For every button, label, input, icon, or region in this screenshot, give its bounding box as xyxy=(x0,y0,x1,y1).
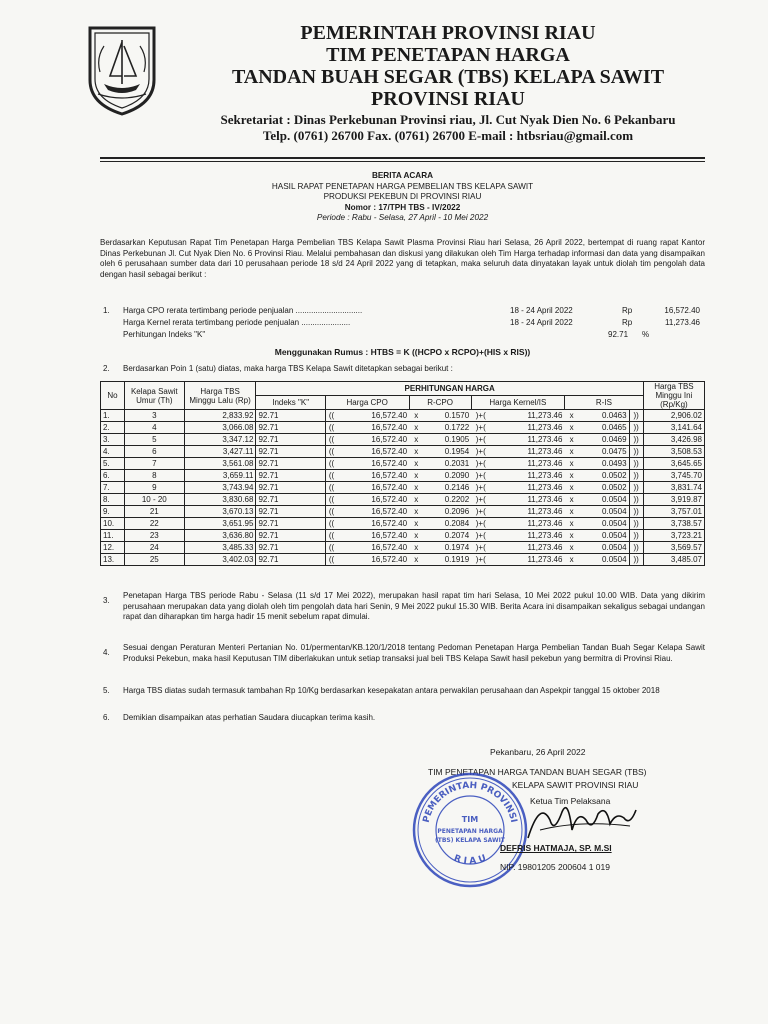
table-row xyxy=(101,518,705,530)
cell-umur: 6 xyxy=(124,446,184,458)
cell-times: x xyxy=(409,482,423,494)
cell-r-is: 0.0465 xyxy=(579,422,629,434)
cpo-currency: Rp xyxy=(622,306,633,315)
cell-harga-ini: 3,831.74 xyxy=(643,482,704,494)
cell-r-is: 0.0504 xyxy=(579,554,629,566)
cell-plus: )+( xyxy=(471,422,490,434)
cell-paren-open: (( xyxy=(325,494,337,506)
cell-plus: )+( xyxy=(471,554,490,566)
cell-harga-cpo: 16,572.40 xyxy=(337,410,409,422)
point-6-text: Demikian disampaikan atas perhatian Saudara diucapkan terima kasih. xyxy=(123,713,376,722)
cell-harga-ini: 3,426.98 xyxy=(643,434,704,446)
cell-harga-cpo: 16,572.40 xyxy=(337,422,409,434)
cell-r-is: 0.0504 xyxy=(579,542,629,554)
cell-no: 12. xyxy=(101,542,125,554)
cell-r-cpo: 0.2202 xyxy=(423,494,471,506)
cell-paren-open: (( xyxy=(325,446,337,458)
table-row xyxy=(101,470,705,482)
cell-harga-cpo: 16,572.40 xyxy=(337,542,409,554)
cell-indeks-k: 92.71 xyxy=(256,422,325,434)
cell-times: x xyxy=(409,506,423,518)
cell-harga-lalu: 3,347.12 xyxy=(184,434,256,446)
point-3-number: 3. xyxy=(103,596,110,605)
table-row xyxy=(101,482,705,494)
cell-harga-cpo: 16,572.40 xyxy=(337,470,409,482)
cell-r-is: 0.0504 xyxy=(579,518,629,530)
cell-paren-open: (( xyxy=(325,410,337,422)
table-row xyxy=(101,458,705,470)
contact-line: Telp. (0761) 26700 Fax. (0761) 26700 E-mail : htbsriau@gmail.com xyxy=(262,128,634,143)
secretariat-address: Sekretariat : Dinas Perkebunan Provinsi riau, Jl. Cut Nyak Dien No. 6 Pekanbaru xyxy=(220,112,676,127)
cell-plus: )+( xyxy=(471,530,490,542)
cell-indeks-k: 92.71 xyxy=(256,554,325,566)
cell-indeks-k: 92.71 xyxy=(256,482,325,494)
cell-plus: )+( xyxy=(471,458,490,470)
cell-r-cpo: 0.2090 xyxy=(423,470,471,482)
cell-harga-kernel: 11,273.46 xyxy=(490,542,564,554)
cell-times: x xyxy=(564,494,578,506)
cell-no: 11. xyxy=(101,530,125,542)
cell-r-cpo: 0.1919 xyxy=(423,554,471,566)
cell-r-cpo: 0.2084 xyxy=(423,518,471,530)
cell-harga-kernel: 11,273.46 xyxy=(490,410,564,422)
cell-paren-close: )) xyxy=(629,470,643,482)
point-2-text: Berdasarkan Poin 1 (satu) diatas, maka harga TBS Kelapa Sawit ditetapkan sebagai berikut : xyxy=(123,364,453,373)
cell-plus: )+( xyxy=(471,434,490,446)
title-berita-acara: BERITA ACARA xyxy=(371,171,434,180)
cell-umur: 3 xyxy=(124,410,184,422)
cell-r-is: 0.0475 xyxy=(579,446,629,458)
table-header-row xyxy=(101,382,705,396)
table-row xyxy=(101,446,705,458)
cell-harga-cpo: 16,572.40 xyxy=(337,434,409,446)
cell-harga-kernel: 11,273.46 xyxy=(490,506,564,518)
index-k-unit: % xyxy=(642,330,650,339)
cell-times: x xyxy=(564,470,578,482)
cell-r-is: 0.0469 xyxy=(579,434,629,446)
cell-times: x xyxy=(564,554,578,566)
cell-harga-ini: 3,645.65 xyxy=(643,458,704,470)
header-umur: Kelapa Sawit Umur (Th) xyxy=(124,382,184,410)
signature-place-date: Pekanbaru, 26 April 2022 xyxy=(490,747,586,757)
cell-paren-close: )) xyxy=(629,446,643,458)
cell-plus: )+( xyxy=(471,482,490,494)
cell-indeks-k: 92.71 xyxy=(256,434,325,446)
cell-harga-lalu: 3,670.13 xyxy=(184,506,256,518)
cell-indeks-k: 92.71 xyxy=(256,494,325,506)
cell-times: x xyxy=(409,434,423,446)
cell-umur: 9 xyxy=(124,482,184,494)
cell-r-cpo: 0.2031 xyxy=(423,458,471,470)
price-table xyxy=(100,381,705,566)
document-number: Nomor : 17/TPH TBS - IV/2022 xyxy=(344,202,461,212)
cell-indeks-k: 92.71 xyxy=(256,410,325,422)
cell-indeks-k: 92.71 xyxy=(256,530,325,542)
cell-paren-close: )) xyxy=(629,482,643,494)
cell-no: 3. xyxy=(101,434,125,446)
cell-r-cpo: 0.2074 xyxy=(423,530,471,542)
header-harga-ini: Harga TBS Minggu Ini (Rp/Kg) xyxy=(643,382,704,410)
cell-harga-lalu: 3,830.68 xyxy=(184,494,256,506)
cell-harga-kernel: 11,273.46 xyxy=(490,470,564,482)
cell-paren-close: )) xyxy=(629,506,643,518)
cell-r-cpo: 0.1974 xyxy=(423,542,471,554)
handwritten-signature xyxy=(520,790,640,850)
document-period: Periode : Rabu - Selasa, 27 April - 10 Mei 2022 xyxy=(316,213,489,222)
cell-harga-kernel: 11,273.46 xyxy=(490,458,564,470)
letterhead-line-4: PROVINSI RIAU xyxy=(371,88,525,110)
cell-times: x xyxy=(409,554,423,566)
signatory-nip: NIP. 19801205 200604 1 019 xyxy=(500,862,610,872)
cell-paren-open: (( xyxy=(325,542,337,554)
signature-role: Ketua Tim Pelaksana xyxy=(530,796,611,806)
point-1-number: 1. xyxy=(103,306,110,315)
point-5-number: 5. xyxy=(103,686,110,695)
cell-paren-close: )) xyxy=(629,410,643,422)
cell-r-cpo: 0.2096 xyxy=(423,506,471,518)
intro-paragraph: Berdasarkan Keputusan Rapat Tim Penetapan Harga Pembelian TBS Kelapa Sawit Plasma Provinsi Riau hari Selasa, 26 April 2022, bertempat di ruang rapat Kantor Dinas Perkebunan Jl. Cut Nyak Dien No. 6 Provinsi Riau. Melalui pembahasan dan diskusi yang dilakukan oleh Tim Harga terhadap informasi dan data yang disampaikan oleh 6 perusahaan sumber data dari 10 perusahaan periode 18 s/d 24 April 2022 yang di tetapkan, maka seluruh data dinyatakan layak untuk diolah tim pengolah data dengan hasil sebagai berikut : xyxy=(100,238,705,279)
cell-indeks-k: 92.71 xyxy=(256,542,325,554)
cpo-period: 18 - 24 April 2022 xyxy=(510,306,573,315)
point-4-text: Sesuai dengan Peraturan Menteri Pertanian No. 01/permentan/KB.120/1/2018 tentang Pedoman Penetapan Harga Pembelian Tandan Buah Segar Kelapa Sawit Produksi Pekebun, maka hasil Keputusan TIM diberlakukan untuk setiap transaksi jual beli TBS Kelapa Sawit hasil pekebun yang bermitra di Provinsi Riau. xyxy=(123,643,705,663)
cell-no: 5. xyxy=(101,458,125,470)
cell-times: x xyxy=(564,446,578,458)
document-title-block xyxy=(100,171,705,224)
cell-harga-cpo: 16,572.40 xyxy=(337,458,409,470)
cell-harga-cpo: 16,572.40 xyxy=(337,446,409,458)
kernel-period: 18 - 24 April 2022 xyxy=(510,318,573,327)
table-row xyxy=(101,422,705,434)
cell-harga-kernel: 11,273.46 xyxy=(490,554,564,566)
cell-plus: )+( xyxy=(471,542,490,554)
cell-plus: )+( xyxy=(471,446,490,458)
cell-paren-open: (( xyxy=(325,530,337,542)
cell-no: 10. xyxy=(101,518,125,530)
letterhead-divider xyxy=(100,157,705,159)
cell-harga-ini: 3,723.21 xyxy=(643,530,704,542)
letterhead-line-2: TIM PENETAPAN HARGA xyxy=(326,44,570,66)
cell-r-is: 0.0504 xyxy=(579,530,629,542)
cell-r-cpo: 0.1905 xyxy=(423,434,471,446)
cell-paren-open: (( xyxy=(325,518,337,530)
cell-harga-ini: 3,141.64 xyxy=(643,422,704,434)
header-harga-lalu: Harga TBS Minggu Lalu (Rp) xyxy=(184,382,256,410)
cell-no: 7. xyxy=(101,482,125,494)
stamp-center-line-3: (TBS) KELAPA SAWIT xyxy=(435,837,505,844)
cell-harga-cpo: 16,572.40 xyxy=(337,530,409,542)
signature-org-line-1: TIM PENETAPAN HARGA TANDAN BUAH SEGAR (TBS) xyxy=(428,767,647,777)
point-4-number: 4. xyxy=(103,648,110,657)
cell-times: x xyxy=(409,410,423,422)
cell-harga-lalu: 3,402.03 xyxy=(184,554,256,566)
cell-harga-lalu: 3,651.95 xyxy=(184,518,256,530)
index-k-value: 92.71 xyxy=(608,330,629,339)
cell-times: x xyxy=(409,518,423,530)
signature-org-line-2: KELAPA SAWIT PROVINSI RIAU xyxy=(512,780,639,790)
cell-harga-kernel: 11,273.46 xyxy=(490,518,564,530)
cell-harga-cpo: 16,572.40 xyxy=(337,482,409,494)
cell-times: x xyxy=(409,494,423,506)
header-no: No xyxy=(101,382,125,410)
cell-r-cpo: 0.2146 xyxy=(423,482,471,494)
cell-harga-cpo: 16,572.40 xyxy=(337,494,409,506)
cell-harga-ini: 3,485.07 xyxy=(643,554,704,566)
table-row xyxy=(101,530,705,542)
cell-no: 4. xyxy=(101,446,125,458)
table-row xyxy=(101,434,705,446)
cell-paren-open: (( xyxy=(325,506,337,518)
cell-indeks-k: 92.71 xyxy=(256,506,325,518)
header-harga-kernel: Harga Kernel/IS xyxy=(471,396,564,410)
price-formula: Menggunakan Rumus : HTBS = K ((HCPO x RCPO)+(HIS x RIS)) xyxy=(274,347,531,357)
cell-plus: )+( xyxy=(471,518,490,530)
cell-harga-kernel: 11,273.46 xyxy=(490,446,564,458)
cell-harga-kernel: 11,273.46 xyxy=(490,422,564,434)
cell-paren-close: )) xyxy=(629,554,643,566)
point-5-text: Harga TBS diatas sudah termasuk tambahan Rp 10/Kg berdasarkan kesepakatan antara perwakilan perusahaan dan Aspekpir tanggal 15 oktober 2018 xyxy=(123,686,660,695)
cell-harga-ini: 3,508.53 xyxy=(643,446,704,458)
cell-times: x xyxy=(409,470,423,482)
cell-times: x xyxy=(409,446,423,458)
point-2-number: 2. xyxy=(103,364,110,373)
cell-times: x xyxy=(409,458,423,470)
point-6-number: 6. xyxy=(103,713,110,722)
cell-paren-close: )) xyxy=(629,434,643,446)
cell-times: x xyxy=(409,422,423,434)
stamp-ring-bottom-text: R I A U xyxy=(452,853,488,867)
cell-harga-lalu: 2,833.92 xyxy=(184,410,256,422)
cell-times: x xyxy=(564,530,578,542)
cell-paren-open: (( xyxy=(325,458,337,470)
cell-umur: 24 xyxy=(124,542,184,554)
cell-no: 2. xyxy=(101,422,125,434)
title-subject: HASIL RAPAT PENETAPAN HARGA PEMBELIAN TBS KELAPA SAWIT xyxy=(271,181,534,191)
table-row xyxy=(101,494,705,506)
cell-r-is: 0.0502 xyxy=(579,470,629,482)
cell-r-is: 0.0504 xyxy=(579,494,629,506)
cell-umur: 25 xyxy=(124,554,184,566)
stamp-center-line-1: TIM xyxy=(461,815,479,824)
cell-no: 1. xyxy=(101,410,125,422)
cell-harga-lalu: 3,066.08 xyxy=(184,422,256,434)
cell-harga-kernel: 11,273.46 xyxy=(490,434,564,446)
stamp-ring-top-text: PEMERINTAH PROVINSI xyxy=(421,780,519,824)
cell-paren-open: (( xyxy=(325,482,337,494)
cell-harga-lalu: 3,743.94 xyxy=(184,482,256,494)
cell-harga-lalu: 3,485.33 xyxy=(184,542,256,554)
cell-harga-lalu: 3,659.11 xyxy=(184,470,256,482)
cell-r-is: 0.0504 xyxy=(579,506,629,518)
cell-times: x xyxy=(564,506,578,518)
cell-indeks-k: 92.71 xyxy=(256,446,325,458)
table-row xyxy=(101,410,705,422)
letterhead-line-1: PEMERINTAH PROVINSI RIAU xyxy=(300,22,596,44)
cell-indeks-k: 92.71 xyxy=(256,518,325,530)
signatory-name: DEFRIS HATMAJA, SP. M.SI xyxy=(500,843,612,853)
cell-umur: 4 xyxy=(124,422,184,434)
letterhead xyxy=(168,22,728,144)
cell-harga-lalu: 3,636.80 xyxy=(184,530,256,542)
cell-umur: 5 xyxy=(124,434,184,446)
cell-harga-kernel: 11,273.46 xyxy=(490,482,564,494)
cell-paren-close: )) xyxy=(629,542,643,554)
header-r-cpo: R-CPO xyxy=(409,396,471,410)
cell-paren-close: )) xyxy=(629,422,643,434)
cell-harga-kernel: 11,273.46 xyxy=(490,494,564,506)
cell-paren-close: )) xyxy=(629,530,643,542)
header-perhitungan-harga: PERHITUNGAN HARGA xyxy=(256,382,643,396)
cell-harga-ini: 3,738.57 xyxy=(643,518,704,530)
cell-no: 8. xyxy=(101,494,125,506)
cell-times: x xyxy=(564,422,578,434)
cell-no: 9. xyxy=(101,506,125,518)
cell-paren-close: )) xyxy=(629,494,643,506)
point-3-text: Penetapan Harga TBS periode Rabu - Selasa (11 s/d 17 Mei 2022), merupakan hasil rapat tim hari Selasa, 10 Mei 2022 pukul 10.00 WIB. Data yang dikirim perusahaan merupakan data yang diolah oleh tim pengolah data hari Senin, 9 Mei 2022 pukul 15.30 WIB. Berita Acara ini disampaikan sekaligus sebagai undangan rapat dan diharapkan tim harga hadir 15 menit sebelum rapat dimulai. xyxy=(123,591,705,621)
table-row xyxy=(101,542,705,554)
cell-times: x xyxy=(564,410,578,422)
cell-harga-ini: 3,569.57 xyxy=(643,542,704,554)
cpo-label: Harga CPO rerata tertimbang periode penjualan .............................. xyxy=(123,306,363,315)
cell-umur: 21 xyxy=(124,506,184,518)
cell-harga-cpo: 16,572.40 xyxy=(337,554,409,566)
cell-times: x xyxy=(564,458,578,470)
cell-harga-lalu: 3,561.08 xyxy=(184,458,256,470)
cell-indeks-k: 92.71 xyxy=(256,458,325,470)
cell-plus: )+( xyxy=(471,494,490,506)
index-k-label: Perhitungan Indeks "K" xyxy=(123,330,206,339)
cpo-value: 16,572.40 xyxy=(664,306,700,315)
kernel-currency: Rp xyxy=(622,318,633,327)
cell-umur: 10 - 20 xyxy=(124,494,184,506)
cell-paren-close: )) xyxy=(629,458,643,470)
cell-r-is: 0.0463 xyxy=(579,410,629,422)
cell-times: x xyxy=(409,542,423,554)
cell-harga-ini: 3,757.01 xyxy=(643,506,704,518)
cell-umur: 7 xyxy=(124,458,184,470)
header-harga-cpo: Harga CPO xyxy=(325,396,409,410)
cell-indeks-k: 92.71 xyxy=(256,470,325,482)
cell-paren-open: (( xyxy=(325,470,337,482)
cell-plus: )+( xyxy=(471,410,490,422)
letterhead-line-3: TANDAN BUAH SEGAR (TBS) KELAPA SAWIT xyxy=(231,66,665,88)
cell-paren-open: (( xyxy=(325,554,337,566)
cell-times: x xyxy=(564,542,578,554)
cell-no: 6. xyxy=(101,470,125,482)
header-r-is: R-IS xyxy=(564,396,643,410)
letterhead-divider-thin xyxy=(100,161,705,162)
cell-r-cpo: 0.1954 xyxy=(423,446,471,458)
cell-plus: )+( xyxy=(471,506,490,518)
cell-harga-ini: 3,919.87 xyxy=(643,494,704,506)
cell-plus: )+( xyxy=(471,470,490,482)
cell-r-is: 0.0493 xyxy=(579,458,629,470)
cell-umur: 22 xyxy=(124,518,184,530)
table-row xyxy=(101,506,705,518)
riau-coat-of-arms-logo xyxy=(84,22,160,118)
title-scope: PRODUKSI PEKEBUN DI PROVINSI RIAU xyxy=(323,192,482,201)
cell-no: 13. xyxy=(101,554,125,566)
cell-r-is: 0.0502 xyxy=(579,482,629,494)
kernel-label: Harga Kernel rerata tertimbang periode penjualan ...................... xyxy=(123,318,351,327)
cell-times: x xyxy=(409,530,423,542)
cell-harga-cpo: 16,572.40 xyxy=(337,506,409,518)
header-indeks-k: Indeks "K" xyxy=(256,396,325,410)
cell-paren-open: (( xyxy=(325,422,337,434)
stamp-center-line-2: PENETAPAN HARGA xyxy=(437,828,503,835)
cell-harga-cpo: 16,572.40 xyxy=(337,518,409,530)
svg-text:R I A U xyxy=(452,853,487,866)
cell-harga-lalu: 3,427.11 xyxy=(184,446,256,458)
cell-times: x xyxy=(564,482,578,494)
cell-harga-ini: 2,906.02 xyxy=(643,410,704,422)
cell-umur: 23 xyxy=(124,530,184,542)
cell-harga-ini: 3,745.70 xyxy=(643,470,704,482)
cell-times: x xyxy=(564,434,578,446)
kernel-value: 11,273.46 xyxy=(665,318,700,327)
cell-paren-close: )) xyxy=(629,518,643,530)
cell-harga-kernel: 11,273.46 xyxy=(490,530,564,542)
cell-r-cpo: 0.1570 xyxy=(423,410,471,422)
table-row xyxy=(101,554,705,566)
cell-times: x xyxy=(564,518,578,530)
cell-paren-open: (( xyxy=(325,434,337,446)
cell-umur: 8 xyxy=(124,470,184,482)
cell-r-cpo: 0.1722 xyxy=(423,422,471,434)
